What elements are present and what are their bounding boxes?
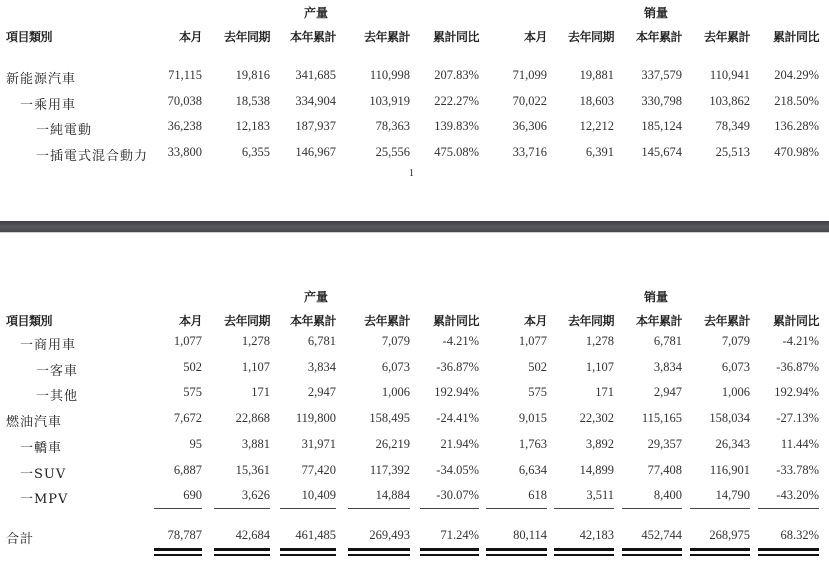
table-cell: 78,363 (375, 119, 410, 133)
total-double-rule (280, 554, 336, 556)
production-group-header: 产量 (303, 290, 328, 304)
total-cell: 42,183 (579, 528, 614, 542)
table-cell: 204.29% (774, 68, 819, 82)
total-double-rule (154, 554, 202, 556)
table-cell: 145,674 (641, 144, 682, 159)
table-cell: 12,183 (235, 119, 270, 133)
subtotal-rule (420, 508, 479, 509)
total-double-rule (154, 548, 202, 551)
subtotal-rule (154, 508, 202, 509)
table-cell: 334,904 (295, 93, 336, 108)
table-cell: 171 (251, 385, 270, 400)
table-cell: 31,971 (301, 436, 336, 451)
table-cell: -43.20% (776, 488, 819, 503)
table-cell: 470.98% (774, 144, 819, 159)
total-double-rule (486, 554, 547, 556)
col-header: 去年累計 (703, 30, 750, 44)
table-cell: 25,513 (715, 144, 750, 159)
table-cell: 22,302 (579, 411, 614, 426)
total-cell: 461,485 (295, 528, 336, 542)
total-label: 合計 (6, 532, 35, 547)
col-header: 累計同比 (772, 314, 819, 328)
table-cell: 3,834 (307, 359, 336, 374)
table-cell: 330,798 (641, 93, 682, 108)
table-cell: 3,511 (586, 488, 614, 503)
col-header: 累計同比 (432, 30, 479, 44)
col-header: 本年累計 (635, 314, 682, 328)
table-cell: 192.94% (774, 385, 819, 400)
table-cell: 115,165 (641, 411, 682, 426)
table-cell: 8,400 (653, 488, 682, 503)
total-double-rule (758, 554, 819, 556)
row-label: 燃油汽車 (6, 415, 63, 431)
table-cell: 6,355 (241, 144, 270, 159)
subtotal-rule (690, 508, 750, 509)
row-label: 一乘用車 (20, 97, 77, 113)
subtotal-rule (554, 508, 614, 509)
table-cell: 15,361 (235, 462, 270, 477)
table-cell: 136.28% (774, 119, 819, 133)
table-cell: 117,392 (369, 462, 410, 477)
total-cell: 78,787 (167, 528, 202, 542)
table-cell: 18,538 (235, 93, 270, 108)
table-cell: 12,212 (579, 119, 614, 133)
col-header: 去年累計 (363, 314, 410, 328)
col-header: 本年累計 (289, 314, 336, 328)
subtotal-rule (622, 508, 682, 509)
table-cell: 1,763 (518, 436, 547, 451)
table-cell: 78,349 (715, 119, 750, 133)
table-cell: 14,884 (375, 488, 410, 503)
production-group-header: 产量 (303, 6, 328, 20)
table-cell: 475.08% (434, 144, 479, 159)
total-double-rule (214, 548, 270, 551)
table-cell: 10,409 (301, 488, 336, 503)
table-cell: 103,919 (369, 93, 410, 108)
total-cell: 268,975 (709, 528, 750, 542)
table-cell: 146,967 (295, 144, 336, 159)
col-header: 本月 (178, 314, 202, 328)
table-cell: 6,073 (381, 359, 410, 374)
table-cell: -36.87% (776, 359, 819, 374)
row-label: 一其他 (36, 389, 79, 405)
table-cell: 1,107 (585, 359, 614, 374)
table-cell: 690 (183, 488, 202, 503)
table-cell: -30.07% (436, 488, 479, 503)
total-double-rule (348, 554, 410, 556)
table-cell: 6,634 (518, 462, 547, 477)
table-cell: 1,006 (721, 385, 750, 400)
subtotal-rule (758, 508, 819, 509)
table-cell: 70,022 (512, 93, 547, 108)
total-double-rule (554, 548, 614, 551)
table-cell: -27.13% (776, 411, 819, 426)
table-cell: 33,716 (512, 144, 547, 159)
table-cell: 6,781 (307, 334, 336, 348)
table-cell: 7,672 (173, 411, 202, 426)
total-double-rule (348, 548, 410, 551)
total-cell: 452,744 (641, 528, 682, 542)
table-cell: 19,881 (579, 68, 614, 82)
row-label: 一SUV (20, 466, 67, 482)
row-label: 一純電動 (36, 123, 93, 138)
table-cell: 7,079 (381, 334, 410, 348)
table-cell: 103,862 (709, 93, 750, 108)
col-header: 本月 (523, 30, 547, 44)
category-header: 項目類別 (6, 314, 53, 328)
table-cell: -34.05% (436, 462, 479, 477)
table-cell: 502 (528, 359, 547, 374)
table-cell: 207.83% (434, 68, 479, 82)
col-header: 本月 (178, 30, 202, 44)
sales-group-header: 销量 (643, 6, 668, 20)
table-cell: 119,800 (295, 411, 336, 426)
col-header: 去年同期 (567, 30, 614, 44)
row-label: 一插電式混合動力 (36, 148, 149, 164)
table-cell: 341,685 (295, 68, 336, 82)
table-cell: 1,107 (241, 359, 270, 374)
col-header: 本月 (523, 314, 547, 328)
table-cell: 192.94% (434, 385, 479, 400)
table-cell: 22,868 (235, 411, 270, 426)
table-cell: 158,495 (369, 411, 410, 426)
table-cell: -33.78% (776, 462, 819, 477)
table-cell: 71,099 (512, 68, 547, 82)
table-cell: 36,238 (167, 119, 202, 133)
col-header: 去年累計 (703, 314, 750, 328)
col-header: 累計同比 (432, 314, 479, 328)
table-cell: 187,937 (295, 119, 336, 133)
col-header: 本年累計 (289, 30, 336, 44)
table-cell: 95 (189, 436, 202, 451)
table-cell: 222.27% (434, 93, 479, 108)
table-cell: 337,579 (641, 68, 682, 82)
table-cell: -36.87% (436, 359, 479, 374)
table-cell: 71,115 (168, 68, 202, 82)
total-double-rule (690, 554, 750, 556)
subtotal-rule (280, 508, 336, 509)
table-cell: 6,073 (721, 359, 750, 374)
table-cell: 1,077 (518, 334, 547, 348)
row-label: 一轎車 (20, 440, 63, 456)
row-label: 新能源汽車 (6, 72, 77, 87)
table-cell: 3,892 (585, 436, 614, 451)
table-cell: 3,834 (653, 359, 682, 374)
table-cell: 14,790 (715, 488, 750, 503)
table-cell: 36,306 (512, 119, 547, 133)
table-cell: -4.21% (782, 334, 819, 348)
table-cell: 110,941 (709, 68, 750, 82)
subtotal-rule (348, 508, 410, 509)
table-cell: 14,899 (579, 462, 614, 477)
col-header: 去年同期 (567, 314, 614, 328)
total-double-rule (758, 548, 819, 551)
total-double-rule (486, 548, 547, 551)
table-cell: 6,391 (585, 144, 614, 159)
table-cell: 18,603 (579, 93, 614, 108)
table-cell: 6,887 (173, 462, 202, 477)
table-cell: 29,357 (647, 436, 682, 451)
page-number: 1 (409, 168, 414, 179)
table-cell: -4.21% (442, 334, 479, 348)
table-cell: 116,901 (709, 462, 750, 477)
table-cell: 33,800 (167, 144, 202, 159)
total-cell: 71.24% (440, 528, 479, 542)
table-cell: 6,781 (653, 334, 682, 348)
table-cell: 218.50% (774, 93, 819, 108)
category-header: 項目類別 (6, 30, 53, 44)
table-cell: 158,034 (709, 411, 750, 426)
table-cell: 26,219 (375, 436, 410, 451)
col-header: 累計同比 (772, 30, 819, 44)
col-header: 去年同期 (223, 30, 270, 44)
table-cell: 185,124 (641, 119, 682, 133)
table-cell: 110,998 (369, 68, 410, 82)
subtotal-rule (486, 508, 547, 509)
row-label: 一商用車 (20, 338, 77, 353)
table-cell: 502 (183, 359, 202, 374)
table-cell: -24.41% (436, 411, 479, 426)
total-double-rule (690, 548, 750, 551)
table-cell: 171 (595, 385, 614, 400)
row-label: 一MPV (20, 492, 69, 508)
table-cell: 70,038 (167, 93, 202, 108)
page-separator (0, 221, 829, 233)
table-cell: 1,077 (173, 334, 202, 348)
total-cell: 42,684 (235, 528, 270, 542)
col-header: 去年同期 (223, 314, 270, 328)
total-double-rule (622, 548, 682, 551)
total-double-rule (280, 548, 336, 551)
row-label: 一客車 (36, 363, 79, 379)
table-cell: 3,626 (241, 488, 270, 503)
table-cell: 2,947 (653, 385, 682, 400)
col-header: 去年累計 (363, 30, 410, 44)
col-header: 本年累計 (635, 30, 682, 44)
total-double-rule (420, 548, 479, 551)
total-double-rule (554, 554, 614, 556)
total-cell: 68.32% (780, 528, 819, 542)
subtotal-rule (214, 508, 270, 509)
table-cell: 3,881 (241, 436, 270, 451)
table-cell: 2,947 (307, 385, 336, 400)
table-cell: 11.44% (780, 436, 819, 451)
total-cell: 80,114 (513, 528, 547, 542)
total-cell: 269,493 (369, 528, 410, 542)
table-cell: 9,015 (518, 411, 547, 426)
table-cell: 618 (528, 488, 547, 503)
sales-group-header: 销量 (643, 290, 668, 304)
table-cell: 21.94% (440, 436, 479, 451)
table-cell: 1,278 (241, 334, 270, 348)
table-cell: 7,079 (721, 334, 750, 348)
table-cell: 575 (183, 385, 202, 400)
table-cell: 19,816 (235, 68, 270, 82)
table-cell: 575 (528, 385, 547, 400)
table-cell: 77,420 (301, 462, 336, 477)
total-double-rule (420, 554, 479, 556)
table-cell: 1,278 (585, 334, 614, 348)
table-cell: 1,006 (381, 385, 410, 400)
total-double-rule (622, 554, 682, 556)
table-cell: 25,556 (375, 144, 410, 159)
total-double-rule (214, 554, 270, 556)
table-cell: 77,408 (647, 462, 682, 477)
table-cell: 26,343 (715, 436, 750, 451)
table-cell: 139.83% (434, 119, 479, 133)
